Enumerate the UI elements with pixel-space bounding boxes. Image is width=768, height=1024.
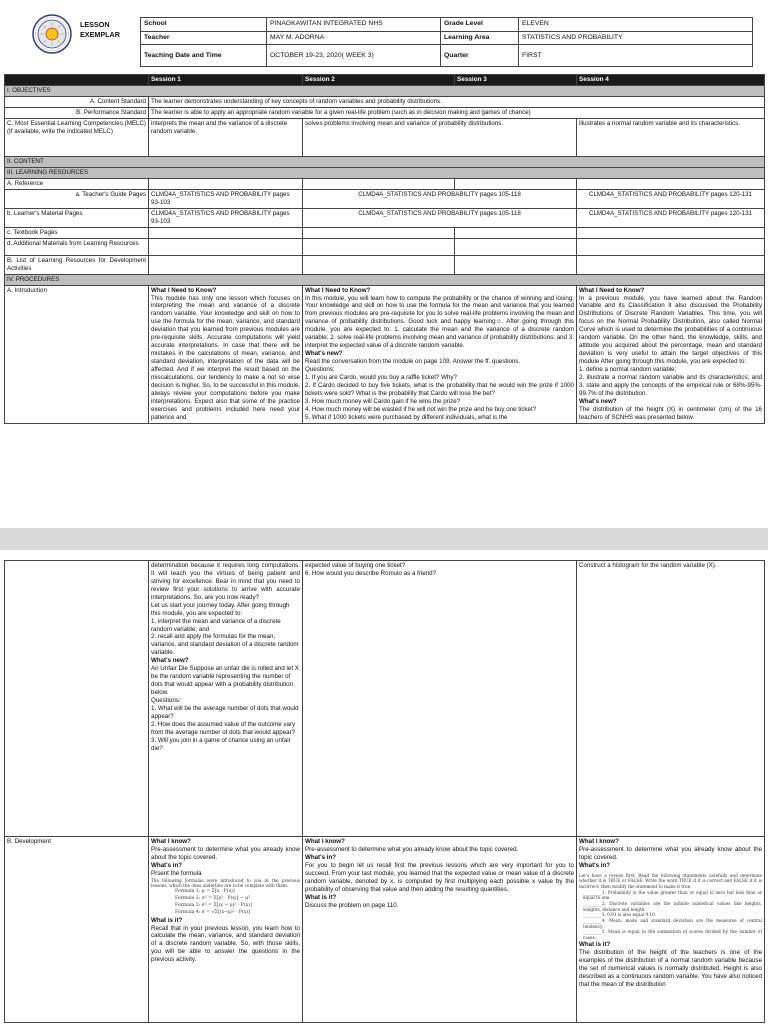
deped-seal-icon: [32, 14, 72, 54]
review-items: [579, 890, 762, 941]
table-row: [5, 561, 765, 837]
paragraph: The distribution of the height (X) in centimeter (cm) of the 16 teachers of SCNHS was presented below.: [579, 405, 762, 421]
intro-session-4-cont: [577, 561, 765, 837]
row-label: A. Content Standard: [5, 97, 149, 108]
intro-session-1: [149, 285, 303, 423]
paragraph: Prsent the formula: [151, 869, 202, 877]
section-subheading: What's new?: [305, 350, 343, 358]
section-row: [5, 274, 765, 285]
dev-session-4: [577, 837, 765, 1023]
paragraph: 1. interpret the mean and variance of a discrete random variable; and: [151, 617, 281, 633]
table-row: [5, 178, 765, 189]
row-label: B. List of Learning Resources for Development Activities: [5, 255, 149, 274]
section-subheading: What I Need to Know?: [305, 286, 371, 294]
header-label: Grade Level: [441, 18, 519, 32]
paragraph: Questions:: [151, 696, 181, 704]
formula-list: [151, 889, 300, 917]
row-label: c. Textbook Pages: [5, 227, 149, 238]
header-label: Teacher: [141, 31, 267, 45]
table-row: [5, 119, 765, 157]
section-subheading: What is it?: [151, 916, 183, 924]
dev-session-1: [149, 837, 303, 1023]
lm-session-4: CLMD4A_STATISTICS AND PROBABILITY pages 120-131: [577, 208, 765, 227]
table-row: [5, 208, 765, 227]
procedures-heading: IV. PROCEDURES: [5, 274, 765, 285]
paragraph: In this module, you will learn how to compute the probability or the chance of winning and losing. Your knowledge and skill on how to use the formula for the mean and variance that you learned from previous modules are pre-requisite for you to solve real-life problems involving the mean and variance of probability distributions. Good luck and happy learning☺. After going through this module, you are expected to: 1. calculate the mean and the variance of a discrete random variable; 2. solve real-life problems involving mean and variance of probability distributions; and 3. interpret the expected value of a discrete random variable.: [305, 294, 574, 350]
paragraph: 1. define a normal random variable;: [579, 365, 677, 373]
question: 1. If you are Cardo, would you buy a raffle ticket? Why?: [305, 373, 457, 381]
header-value: MAY M. ADORNA: [267, 31, 441, 45]
table-row: [5, 227, 765, 238]
question: 3. How much money will Cardo gain if he wins the prize?: [305, 397, 461, 405]
intro-session-1-cont: [149, 561, 303, 837]
section-row: [5, 157, 765, 168]
question: 2. If Cardo decided to buy five tickets, what is the probability that he would win the prize if 1000 tickets were sold? What is the probability that Cardo will lose the bet?: [305, 381, 574, 397]
formula-line: Formula 3: σ² = Σ[(x − μ)² · P(x)]: [175, 902, 252, 908]
tg-session-1: CLMD4A_STATISTICS AND PROBABILITY pages 93-103: [149, 189, 303, 208]
tg-session-2: CLMD4A_STATISTICS AND PROBABILITY pages 105-118: [303, 189, 577, 208]
melc-session-4: illustrates a normal random variable and its characteristics.: [577, 119, 765, 157]
row-label: A. Reference: [5, 178, 149, 189]
review-item: _________5. Mean is equal to the summation of scores divided by the number of cases.: [583, 929, 763, 941]
section-subheading: What I know?: [151, 838, 191, 845]
melc-session-2: solves problems involving mean and variance of probability distributions.: [303, 119, 577, 157]
table-row: [5, 285, 765, 423]
question: 5. What if 1000 tickets were purchased by different individuals, what is the: [305, 413, 508, 421]
row-label: d. Additional Materials from Learning Resources: [5, 238, 149, 255]
session-3-header: Session 3: [455, 75, 577, 86]
main-table-continued: [4, 560, 765, 1023]
review-item: _________3. 0.91 is also equal 9.10.: [583, 912, 657, 918]
formula-note: The following formulas were introduced to you in the previous lessons, which the ones underline are to be complete with them.: [151, 877, 300, 889]
question: 1. What will be the average number of dots that would appear?: [151, 704, 299, 720]
row-label: b. Learner's Material Pages: [5, 208, 149, 227]
header-label: Learning Area: [441, 31, 519, 45]
header-value: STATISTICS AND PROBABILITY: [519, 31, 753, 45]
paragraph: An Unfair Die Suppose an unfair die is rolled and let X be the random variable representing the number of dots that would appear with a probability distribution below.: [151, 665, 299, 696]
intro-session-2: [303, 285, 577, 423]
section-subheading: What's in?: [579, 861, 611, 869]
header-row: [141, 18, 753, 32]
session-header-row: [5, 75, 765, 86]
row-label: C. Most Essential Learning Competencies (MELC) (If available, write the indicated MELC): [5, 119, 149, 157]
header-row: [141, 45, 753, 67]
lesson-title-line2: EXEMPLAR: [80, 30, 120, 40]
question: 2. How does the assumed value of the outcome vary from the average number of dots that would appear? 3. Will you join in a game of chance using an unfair die?: [151, 720, 296, 752]
header-value: PINAGKAWITAN INTEGRATED NHS: [267, 18, 441, 32]
paragraph: In a previous module, you have learned about the Random Variable and its Classification It also discussed the Probability Distributions of Discrete Random Variables. This time, you will focus on the Normal Probability Distribution, also called Normal Curve which is used to determine the probabilities of a continuous random variable. On the other hand, the knowledge, skills, and attitude you acquired about the percentage, mean and standard deviation is very useful to attain the target objectives of this module After going through this module, you are expected to:: [579, 294, 762, 365]
lm-session-1: CLMD4A_STATISTICS AND PROBABILITY pages 93-103: [149, 208, 303, 227]
paragraph: Recall that in your previous lesson, you learn how to calculate the mean, variance, and standard deviation of a discrete random variable. So, with those skills, you will be able to answer the questions in the previous activity.: [151, 924, 300, 964]
section-subheading: What is it?: [579, 940, 611, 948]
table-row: [5, 189, 765, 208]
review-item: _________1. Probability is the value greater than or equal to zero but less than or equal to one.: [583, 889, 763, 901]
header-label: Teaching Date and Time: [141, 45, 267, 67]
review-item: _________2. Discrete variables are the infinite numerical values like heights, weights, distance and length.: [583, 901, 763, 912]
header-table: [140, 17, 753, 67]
resources-heading: III. LEARNING RESOURCES: [5, 167, 765, 178]
section-subheading: What I Need to Know?: [579, 286, 645, 294]
row-label: B. Performance Standard: [5, 108, 149, 119]
section-subheading: What is it?: [305, 893, 337, 901]
review-note: Let's have a review first. Read the following statements carefully and determine whether it is TRUE or FALSE. Write the word TRUE if it is correct and FALSE if it is incorrect; then modify the statement to make it true.: [579, 872, 763, 890]
paragraph: For you to begin let us recall first the previous lessons which are very important for you to succeed. From your last module, you learned that the expected value or mean value of a discrete random variable, denoted by x, is computed by first multiplying each possible x value by the probability of observing that value and then adding the resulting quantities.: [305, 861, 575, 893]
paragraph: Questions:: [305, 365, 335, 373]
section-subheading: What I know?: [305, 838, 345, 845]
content-heading: II. CONTENT: [5, 157, 765, 168]
paragraph: Pre-assessment to determine what you already know about the topic covered.: [305, 845, 519, 853]
section-subheading: What's in?: [305, 853, 337, 861]
row-label: a. Teacher's Guide Pages: [5, 189, 149, 208]
question: 4. How much money will be wasted if he will not win the prize and he buy one ticket?: [305, 405, 537, 413]
section-subheading: What's new?: [151, 657, 189, 665]
performance-standard: The learner is able to apply an appropriate random variable for a given real-life problem (such as in decision making and games of chance): [149, 108, 765, 119]
paragraph: Discuss the problem on page 110.: [305, 901, 399, 909]
formula-line: Formula 1: μ = Σ[x · P(x)]: [175, 889, 235, 895]
paragraph: This module has only one lesson which focuses on interpreting the mean and variance of a discrete random variable. Your knowledge and skill on how to use the formula for the mean, variance, and standard deviation that you learned from previous modules are pre-requisite skills. Accurate computations will yield accurate interpretations. In case that there will be mistakes in the calculations of mean, variance, and standard deviation, interpretation of the data will be affected. And if we interpret the result based on the miscalculations, our tendency to make a not so wise decision is higher. So, to be successful in this module, always review your computations before you make interpretations. Expect also that some of the practice exercises and problems included here need your patience and: [151, 294, 300, 421]
section-subheading: What I know?: [579, 838, 619, 845]
row-label: B. Development: [5, 837, 149, 1023]
question: 6. How would you describe Romulo as a friend?: [305, 569, 437, 577]
question: expected value of buying one ticket?: [305, 562, 406, 569]
table-row: [5, 108, 765, 119]
row-label: A. Introduction: [5, 285, 149, 423]
session-4-header: Session 4: [577, 75, 765, 86]
session-1-header: Session 1: [149, 75, 303, 86]
dev-session-2: [303, 837, 577, 1023]
table-row: [5, 238, 765, 255]
paragraph: The distribution of the height of the teachers is one of the examples of the distribution of a normal random variable because the set of numerical values is normally distributed. Height is also described as a continuous random variable. You have also noticed that the mean of the distribution: [579, 948, 763, 988]
lesson-title-line1: LESSON: [80, 20, 110, 29]
table-row: [5, 97, 765, 108]
header-label: School: [141, 18, 267, 32]
session-2-header: Session 2: [303, 75, 455, 86]
content-standard: The learner demonstrates understanding of key concepts of random variables and probability distributions.: [149, 97, 765, 108]
intro-session-4: [577, 285, 765, 423]
header-row: [141, 31, 753, 45]
table-row: [5, 837, 765, 1023]
tg-session-4: CLMD4A_STATISTICS AND PROBABILITY pages 120-131: [577, 189, 765, 208]
header-value: ELEVEN: [519, 18, 753, 32]
header-value: OCTOBER 19-23, 2020( WEEK 3): [267, 45, 441, 67]
intro-session-2-cont: [303, 561, 577, 837]
paragraph: Pre-assessment to determine what you already know about the topic covered.: [579, 845, 763, 861]
paragraph: Construct a histogram for the random variable (X).: [579, 562, 717, 569]
section-row: [5, 167, 765, 178]
main-table: [4, 74, 765, 424]
page-2: [0, 550, 768, 1024]
table-row: [5, 255, 765, 274]
paragraph: Let us start your journey today. After going through this module, you are expected to:: [151, 601, 290, 617]
objectives-heading: I. OBJECTIVES: [5, 86, 765, 97]
section-subheading: What I Need to Know?: [151, 286, 217, 294]
section-subheading: What's in?: [151, 861, 183, 869]
melc-session-1: interprets the mean and the variance of a discrete random variable.: [149, 119, 303, 157]
review-item: _________4. Mean, mode and standard deviation are the measures of central tendency.: [583, 918, 763, 929]
lesson-exemplar-title: [80, 20, 120, 41]
paragraph: Pre-assessment to determine what you already know about the topic covered.: [151, 845, 300, 861]
paragraph: 2. illustrate a normal random variable and its characteristics; and 3. state and apply the concepts of the empirical rule or 68%-95%- 99.7% of the distribution.: [579, 373, 762, 397]
formula-line: Formula 2: σ² = Σ[x² · P(x)] − μ²: [175, 895, 251, 901]
paragraph: Read the conversation from the module on page 109. Answer the ff. questions.: [305, 358, 521, 365]
header-value: FIRST: [519, 45, 753, 67]
paragraph: determination because it requires long computations. It will teach you the virtues of being patient and striving for excellence. Bear in mind that you need to review first your solutions to arrive with accurate interpretations. So, are you now ready?: [151, 562, 300, 601]
header-label: Quarter: [441, 45, 519, 67]
lm-session-2: CLMD4A_STATISTICS AND PROBABILITY pages 105-118: [303, 208, 577, 227]
section-row: [5, 86, 765, 97]
section-subheading: What's new?: [579, 397, 617, 405]
paragraph: 2. recall and apply the formulas for the mean, variance, and standard deviation of a discrete random variable.: [151, 633, 299, 657]
formula-line: Formula 4: σ = √Σ[(x−μ)² · P(x)]: [175, 909, 250, 915]
